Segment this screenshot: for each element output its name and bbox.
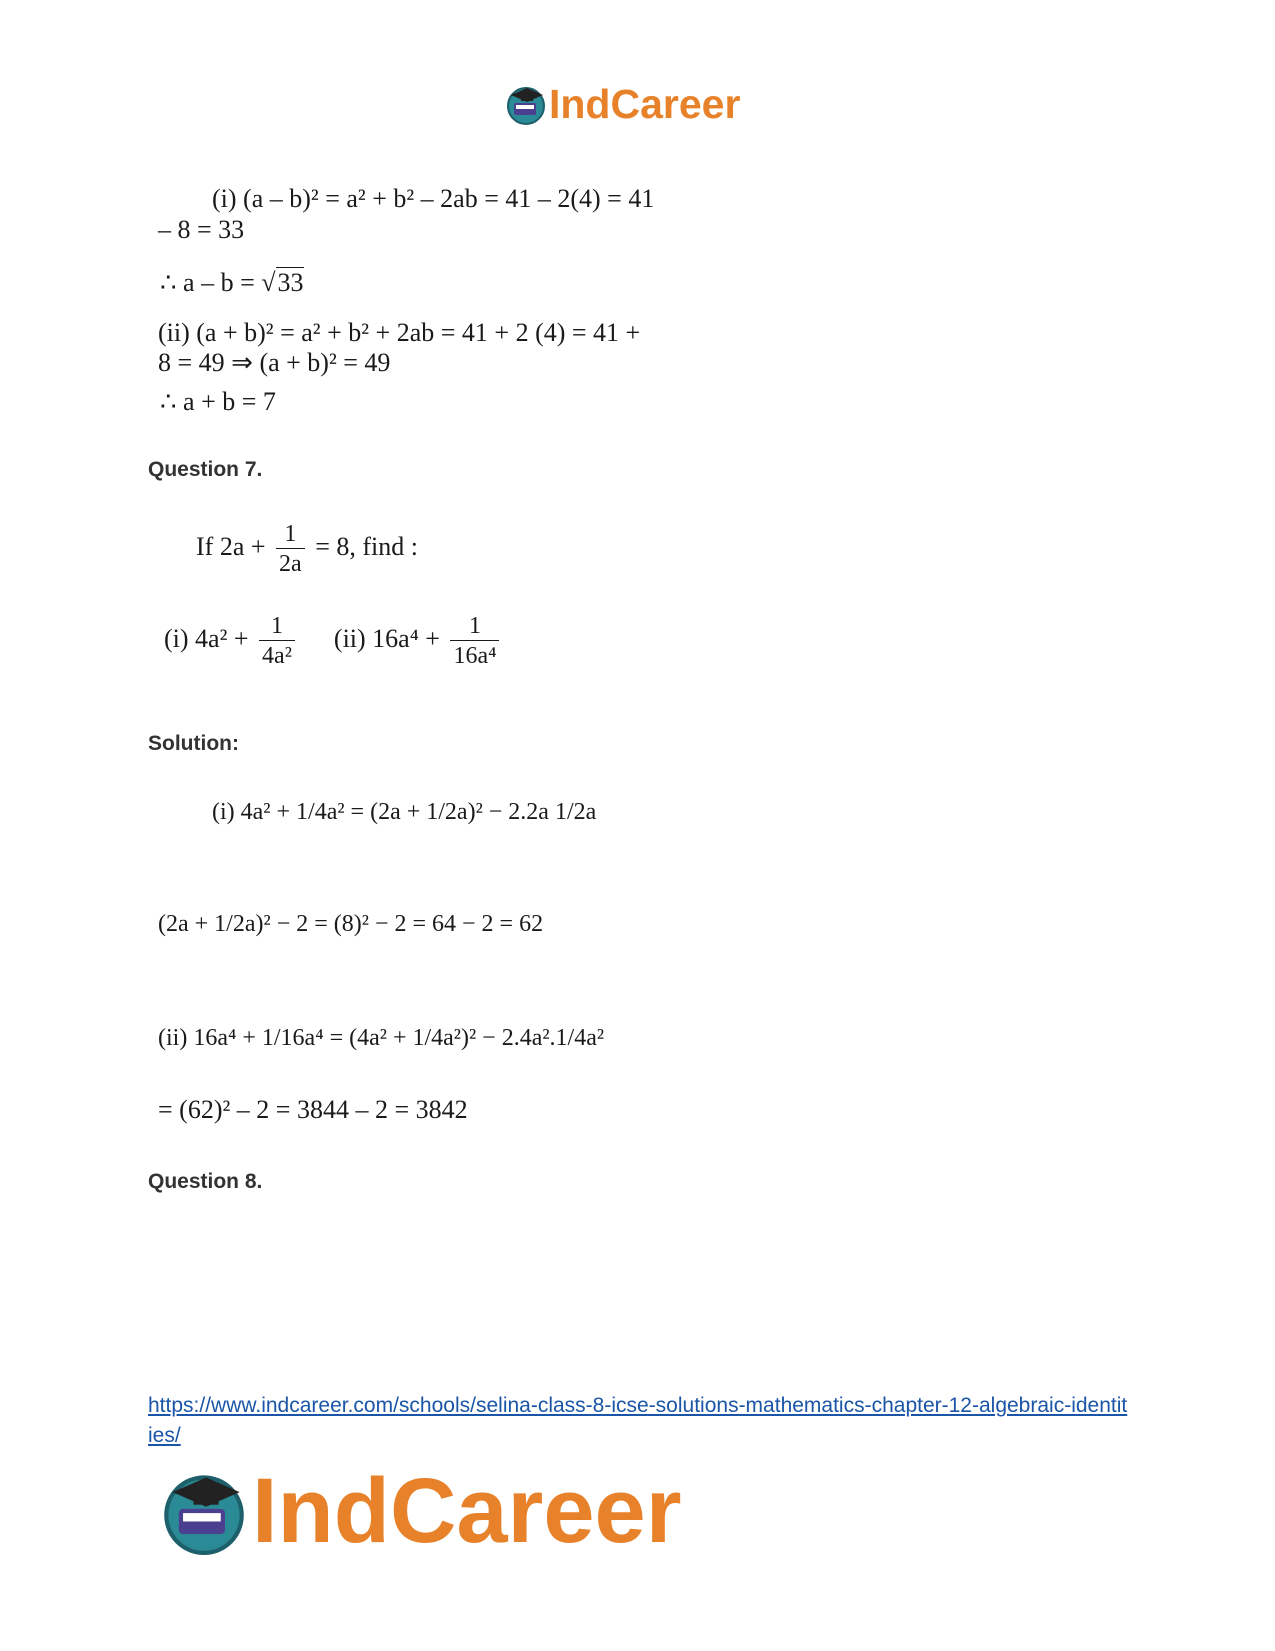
brand-name: IndCareer (549, 80, 741, 127)
solution-7-step-4: = (62)² – 2 = 3844 – 2 = 3842 (158, 1095, 468, 1124)
prev-solution-line-3: ∴ a – b = √33 (160, 268, 304, 297)
fraction: $\frac{1}{2a}$ (276, 522, 305, 576)
prev-solution-line-6: ∴ a + b = 7 (160, 387, 276, 416)
prev-solution-line-2: – 8 = 33 (158, 215, 245, 244)
prev-solution-line-1: (i) (a – b)² = a² + b² – 2ab = 41 – 2(4) = 41 (212, 184, 655, 213)
question-7-parts: (i) 4a² + $\frac{1}{\text{4a²}}$ (ii) 16a⁴ + $\frac{1}{\text{16a⁴}}$ (164, 614, 503, 668)
prev-solution-line-5: 8 = 49 ⇒ (a + b)² = 49 (158, 348, 391, 377)
solution-7-step-2: (2a + 1/2a)² − 2 = (8)² − 2 = 64 − 2 = 62 (158, 911, 544, 937)
fraction: $\frac{1}{\text{16a⁴}}$ (450, 614, 499, 668)
source-link[interactable]: https://www.indcareer.com/schools/selina-class-8-icse-solutions-mathematics-chapter-12-algebraic-identities/ (148, 1394, 1128, 1447)
header-logo (505, 78, 740, 130)
prev-solution-line-4: (ii) (a + b)² = a² + b² + 2ab = 41 + 2 (4) = 41 + (158, 318, 641, 347)
question-7-statement: If 2a + $\frac{1}{2a}$ = 8, find : (196, 521, 418, 577)
question-7-heading: Question 7. (148, 458, 263, 481)
graduation-globe-icon (505, 83, 547, 125)
sqrt-sign: √ (261, 268, 276, 297)
fraction: $\frac{1}{\text{4a²}}$ (259, 614, 295, 668)
solution-7-step-3: (ii) 16a⁴ + 1/16a⁴ = (4a² + 1/4a²)² − 2.4a².1/4a² (158, 1025, 605, 1051)
footer-logo (160, 1460, 682, 1562)
solution-7-step-1: (i) 4a² + 1/4a² = (2a + 1/2a)² − 2.2a 1/2a (212, 799, 597, 825)
graduation-globe-icon (160, 1467, 248, 1555)
question-8-heading: Question 8. (148, 1170, 263, 1193)
solution-7-heading: Solution: (148, 732, 239, 755)
brand-name: IndCareer (252, 1460, 682, 1562)
